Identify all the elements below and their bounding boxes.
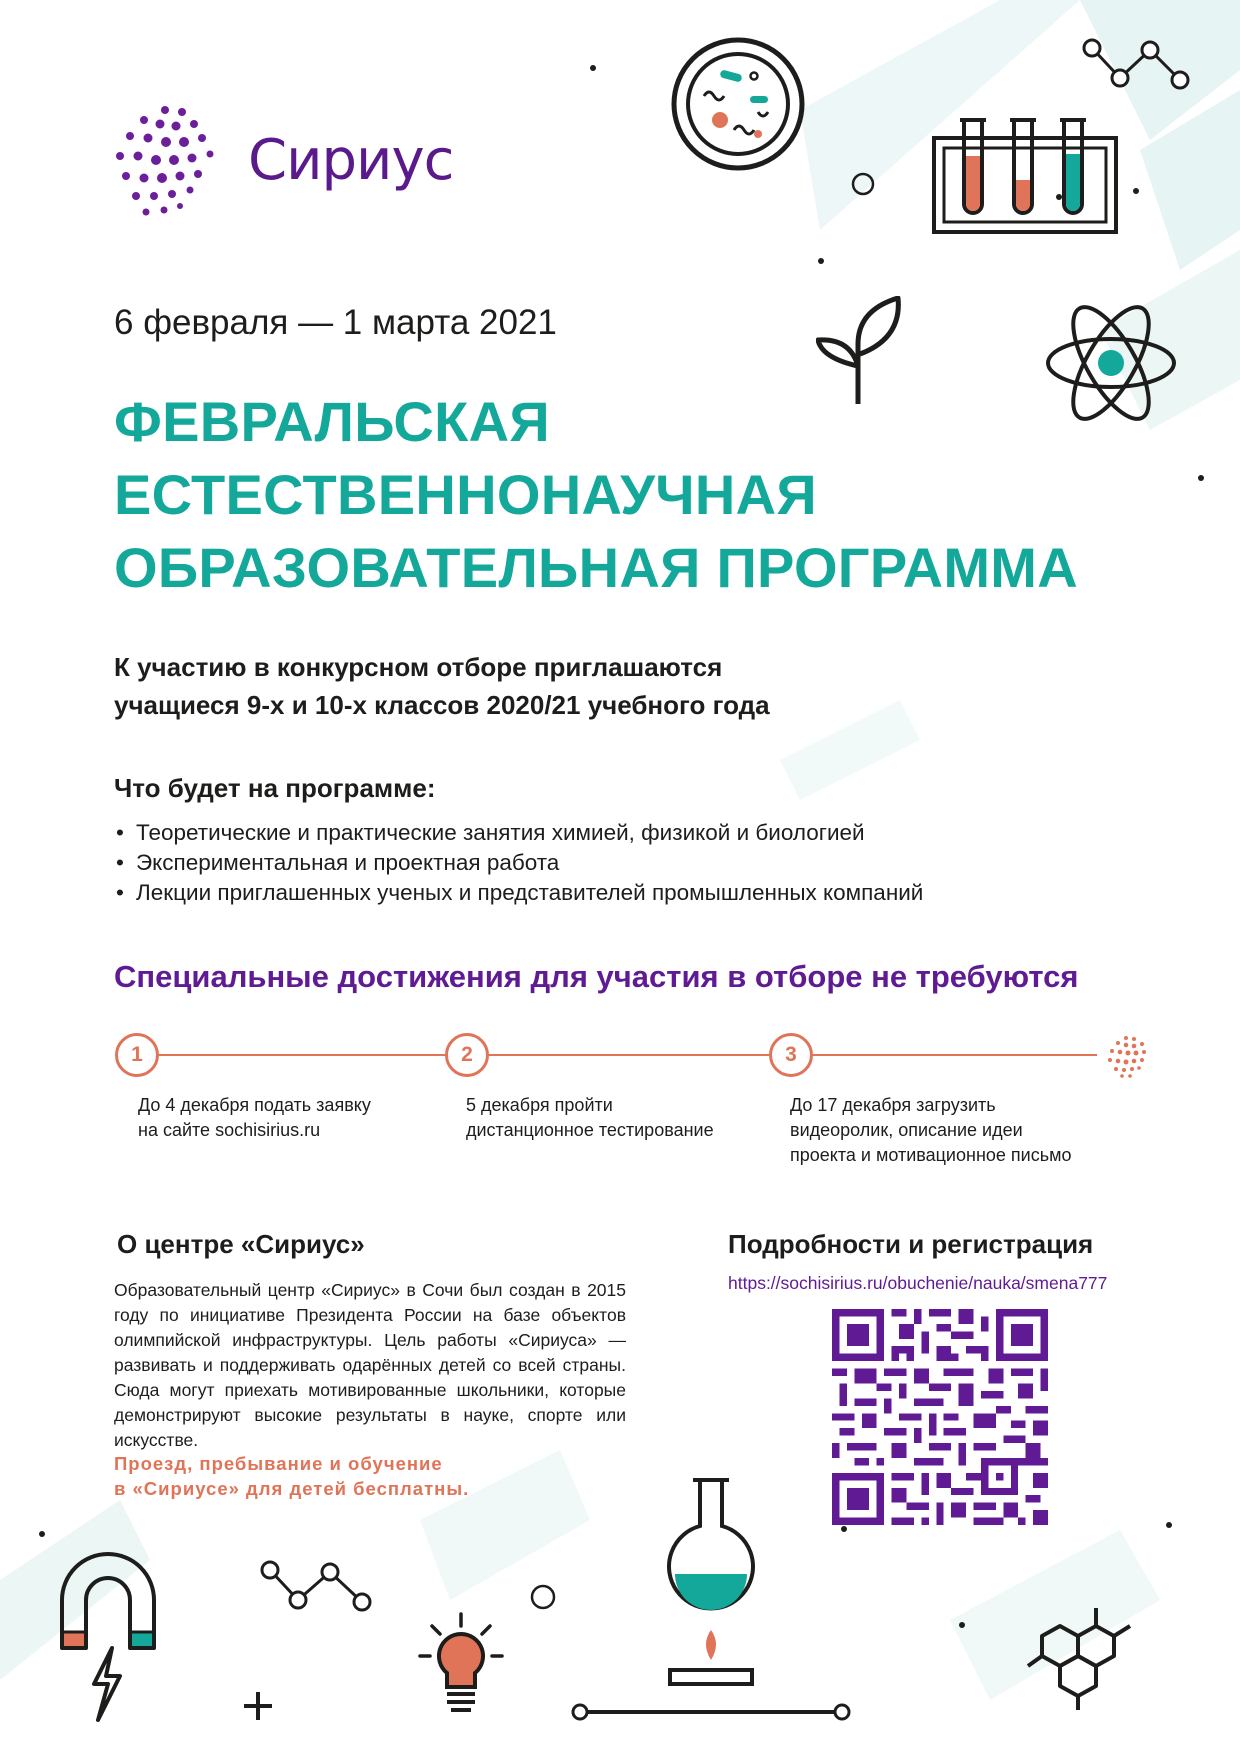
step-line: До 4 декабря подать заявку — [138, 1095, 371, 1115]
plus-icon — [240, 1688, 276, 1724]
title-line: ЕСТЕСТВЕННОНАУЧНАЯ — [114, 463, 817, 526]
free-notice — [114, 1451, 469, 1501]
invitation-text — [114, 648, 770, 724]
step-line: 5 декабря пройти — [466, 1095, 613, 1115]
list-item: • Экспериментальная и проектная работа — [114, 848, 923, 878]
title-line: ФЕВРАЛЬСКАЯ — [114, 390, 550, 453]
program-title — [114, 385, 1078, 604]
special-achievements-note: Специальные достижения для участия в отборе не требуются — [114, 959, 1079, 994]
brand-name: Сириус — [248, 128, 454, 193]
list-item: • Лекции приглашенных ученых и представителей промышленных компаний — [114, 878, 923, 908]
title-line: ОБРАЗОВАТЕЛЬНАЯ ПРОГРАММА — [114, 536, 1078, 599]
molecule-chain-icon — [258, 1558, 378, 1618]
test-tubes-icon — [930, 116, 1120, 236]
flask-burner-icon — [566, 1474, 856, 1734]
list-item: • Теоретические и практические занятия химией, физикой и биологией — [114, 818, 923, 848]
invitation-line: учащиеся 9-х и 10-х классов 2020/21 учебного года — [114, 690, 770, 720]
invitation-line: К участию в конкурсном отборе приглашаются — [114, 652, 723, 682]
program-section-title: Что будет на программе: — [114, 773, 436, 803]
registration-link[interactable]: https://sochisirius.ru/obuchenie/nauka/smena777 — [728, 1273, 1108, 1293]
qr-code-icon — [832, 1309, 1048, 1525]
lightning-icon — [86, 1646, 126, 1722]
step-number: 1 — [115, 1033, 159, 1077]
program-list — [114, 818, 923, 908]
step-description — [466, 1093, 714, 1143]
step-line: До 17 декабря загрузить — [790, 1095, 996, 1115]
free-notice-line: в «Сириусе» для детей бесплатны. — [114, 1478, 470, 1499]
hexagon-molecule-icon — [1020, 1596, 1140, 1716]
step-number: 2 — [445, 1033, 489, 1077]
free-notice-line: Проезд, пребывание и обучение — [114, 1453, 443, 1474]
step-description — [138, 1093, 371, 1143]
sirius-logo-icon — [112, 104, 232, 220]
about-title: О центре «Сириус» — [117, 1229, 365, 1259]
timeline-line — [137, 1054, 1097, 1056]
petri-dish-icon — [668, 34, 808, 174]
molecule-chain-icon — [1080, 36, 1200, 96]
step-number: 3 — [769, 1033, 813, 1077]
about-text: Образовательный центр «Сириус» в Сочи был создан в 2015 году по инициативе Президента России на базе объектов олимпийской инфраструктуры. Цель работы «Сириуса» — развивать и поддерживать одарённых детей со всей страны. Сюда могут приехать мотивированные школьники, которые демонстрируют высокие результаты в науке, спорте или искусстве. — [114, 1280, 626, 1450]
step-line: видеоролик, описание идеи — [790, 1120, 1023, 1140]
registration-title: Подробности и регистрация — [728, 1229, 1094, 1259]
sirius-dots-icon — [1106, 1034, 1150, 1078]
step-line: на сайте sochisirius.ru — [138, 1120, 321, 1140]
step-line: проекта и мотивационное письмо — [790, 1145, 1072, 1165]
step-line: дистанционное тестирование — [466, 1120, 714, 1140]
light-bulb-icon — [416, 1612, 506, 1722]
step-description — [790, 1093, 1071, 1168]
program-dates: 6 февраля — 1 марта 2021 — [114, 303, 557, 342]
